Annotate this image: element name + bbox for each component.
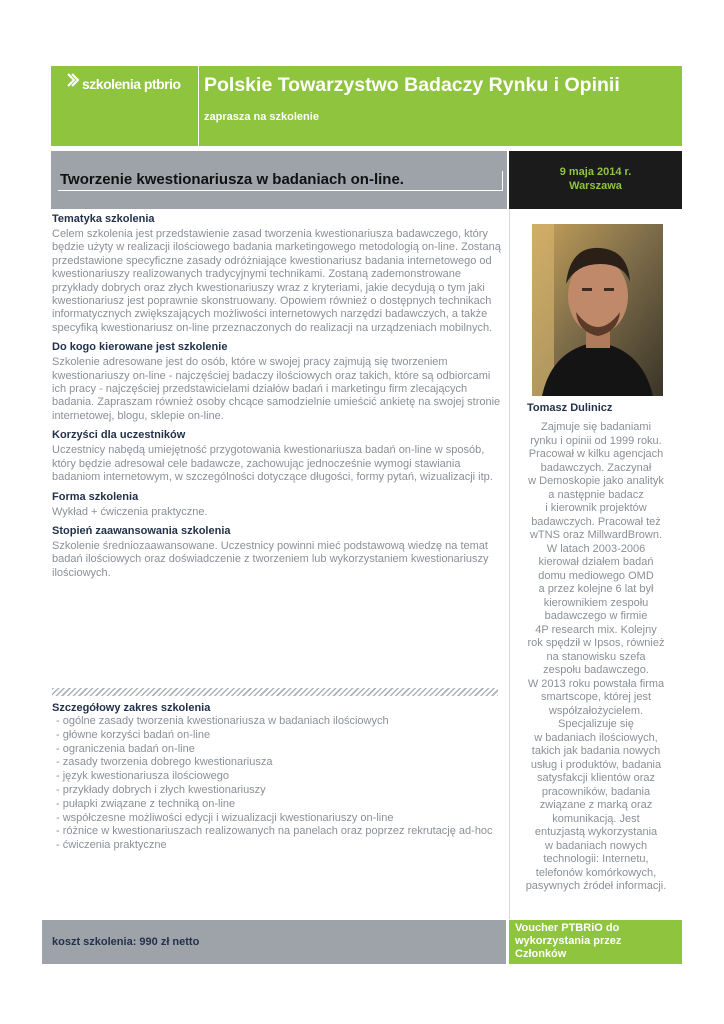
detail-list-item: - pułapki związane z techniką on-line (56, 797, 236, 810)
trainer-bio-line: i kierownik projektów (545, 502, 647, 514)
topic-heading: Tematyka szkolenia (52, 213, 155, 225)
detail-list-item: - ograniczenia badań on-line (56, 742, 195, 755)
course-city: Warszawa (569, 180, 622, 192)
detail-list-item: - różnice w kwestionariuszach realizowanych na panelach oraz poprzez rekrutację ad-hoc (56, 825, 493, 838)
trainer-bio-line: kierował działem badań (538, 556, 654, 568)
audience-heading: Do kogo kierowane jest szkolenie (52, 341, 228, 354)
course-title: Tworzenie kwestionariusza w badaniach on-line. (60, 171, 404, 188)
trainer-bio (510, 421, 682, 894)
trainer-bio-line: rok spędził w Ipsos, również (527, 637, 665, 649)
trainer-bio-line: badawczego w firmie (544, 610, 648, 622)
voucher-text: Voucher PTBRiO do wykorzystania przez Członków (515, 922, 622, 960)
level-text: Szkolenie średniozaawansowane. Uczestnicy powinni mieć podstawową wiedzę na temat badań ilościowych oraz doświadczenie z tworzeniem lub wykorzystaniem kwestionariuszy ilościowych. (52, 539, 489, 579)
trainer-bio-line: technologii: Internetu, (543, 853, 649, 865)
organization-title: Polskie Towarzystwo Badaczy Rynku i Opinii (204, 74, 620, 96)
detail-list-item: - współczesne możliwości edycji i wizualizacji kwestionariuszy on-line (56, 811, 394, 824)
trainer-bio-line: 4P research mix. Kolejny (535, 623, 657, 636)
trainer-bio-line: rynku i opinii od 1999 roku. (530, 434, 662, 447)
trainer-bio-line: zespołu badawczego. (543, 664, 649, 676)
trainer-bio-line: pasywnych źródeł informacji. (525, 880, 667, 892)
trainer-bio-line: w Demoskopie jako analityk (528, 475, 664, 487)
trainer-name: Tomasz Dulinicz (527, 402, 613, 414)
trainer-bio-line: W 2013 roku powstała firma (527, 677, 665, 690)
trainer-bio-line: W latach 2003-2006 (546, 542, 646, 555)
detail-list-item: - przykłady dobrych i złych kwestionariuszy (56, 783, 266, 796)
trainer-bio-line: w badaniach nowych (544, 839, 648, 852)
trainer-bio-line: wTNS oraz MillwardBrown. (529, 529, 663, 541)
trainer-bio-line: pracowników, badania (541, 785, 651, 798)
trainer-bio-line: w badaniach ilościowych, (534, 731, 658, 744)
trainer-bio-line: a przez kolejne 6 lat był (538, 583, 654, 595)
trainer-bio-line: telefonów komórkowych, (535, 866, 657, 879)
trainer-bio-line: współzałożycielem. (548, 704, 644, 717)
trainer-bio-line: komunikacją. Jest (552, 812, 640, 825)
level-heading: Stopień zaawansowania szkolenia (52, 524, 231, 537)
course-cost: koszt szkolenia: 990 zł netto (52, 936, 200, 948)
course-description (52, 212, 502, 585)
detail-heading: Szczegółowy zakres szkolenia (52, 702, 211, 714)
detail-list (56, 715, 496, 853)
dotted-divider (52, 688, 498, 696)
header-divider (198, 66, 199, 146)
trainer-photo (532, 224, 663, 396)
trainer-bio-line: Specjalizuje się (558, 718, 634, 730)
trainer-bio-line: Pracował w kilku agencjach (528, 448, 664, 460)
logo-text: szkolenia ptbrio (82, 76, 181, 92)
detail-list-item: - język kwestionariusza ilościowego (56, 770, 230, 783)
benefits-text: Uczestnicy nabędą umiejętność przygotowania kwestionariusza badań on-line w sposób, który będzie adresował cele badawcze, zachowując jednocześnie wymogi stawiania badaniom internetowym, w szczególności dotyczące długości, formy pytań, wizualizacji itp. (52, 444, 493, 484)
trainer-bio-line: Zajmuje się badaniami (540, 421, 652, 433)
trainer-bio-line: usług i produktów, badania (530, 758, 662, 771)
trainer-bio-line: na stanowisku szefa (546, 650, 646, 663)
form-text: Wykład + ćwiczenia praktyczne. (52, 505, 208, 518)
topic-text: Celem szkolenia jest przedstawienie zasad tworzenia kwestionariusza badawczego, który będzie użyty w realizacji ilościowego badania marketingowego metodologią on-line. Zostaną przedstawione specyficzne zasady odróżniające kwestionariusz badania internetowego od kwestionariuszy realizowanych tradycyjnymi technikami. Zostaną zademonstrowane przykłady dobrych oraz złych kwestionariuszy wraz z kryteriami, jakie decydują o tym jaki kwestionariusz jest poprawnie skonstruowany. Opowiem również o dostępnych technikach informatycznych zwiększających możliwości internetowych narzędzi badawczych, a także specyfiką kwestionariusz on-line przeznaczonych do realizacji na urządzeniach mobilnych. (52, 228, 501, 334)
invitation-text: zaprasza na szkolenie (204, 111, 319, 123)
trainer-bio-line: badawczych. Zaczynał (540, 461, 652, 474)
detail-list-item: - ćwiczenia praktyczne (56, 839, 167, 852)
form-heading: Forma szkolenia (52, 490, 139, 503)
logo-arrows-icon (66, 72, 82, 88)
detail-list-item: - główne korzyści badań on-line (56, 728, 211, 741)
trainer-bio-line: związane z marką oraz (539, 799, 653, 811)
trainer-bio-line: smartscope, której jest (540, 691, 652, 703)
detail-list-item: - zasady tworzenia dobrego kwestionariusza (56, 756, 273, 769)
audience-text: Szkolenie adresowane jest do osób, które w swojej pracy zajmują się tworzeniem kwestionariuszy on-line - najczęściej badaczy ilościowych oraz takich, które są odbiorcami ich pracy - najczęściej przedstawicielami działów badań i marketingu firm zlecających badania. Zapraszam również osoby chcące samodzielnie umieścić ankietę na swojej stronie internetowej, blogu, sklepie on-line. (52, 356, 501, 422)
trainer-bio-line: takich jak badania nowych (531, 745, 661, 757)
trainer-bio-line: badawczych. Pracował też (531, 515, 661, 528)
trainer-bio-line: satysfakcji klientów oraz (537, 772, 655, 784)
course-date: 9 maja 2014 r. (559, 166, 632, 178)
date-location (509, 165, 682, 193)
trainer-bio-line: a następnie badacz (548, 488, 644, 501)
trainer-bio-line: kierownikiem zespołu (543, 596, 649, 609)
trainer-bio-line: entuzjastą wykorzystania (534, 826, 658, 838)
detail-list-item: - ogólne zasady tworzenia kwestionariusza w badaniach ilościowych (56, 715, 389, 727)
benefits-heading: Korzyści dla uczestników (52, 429, 186, 442)
trainer-bio-line: domu mediowego OMD (538, 569, 654, 582)
